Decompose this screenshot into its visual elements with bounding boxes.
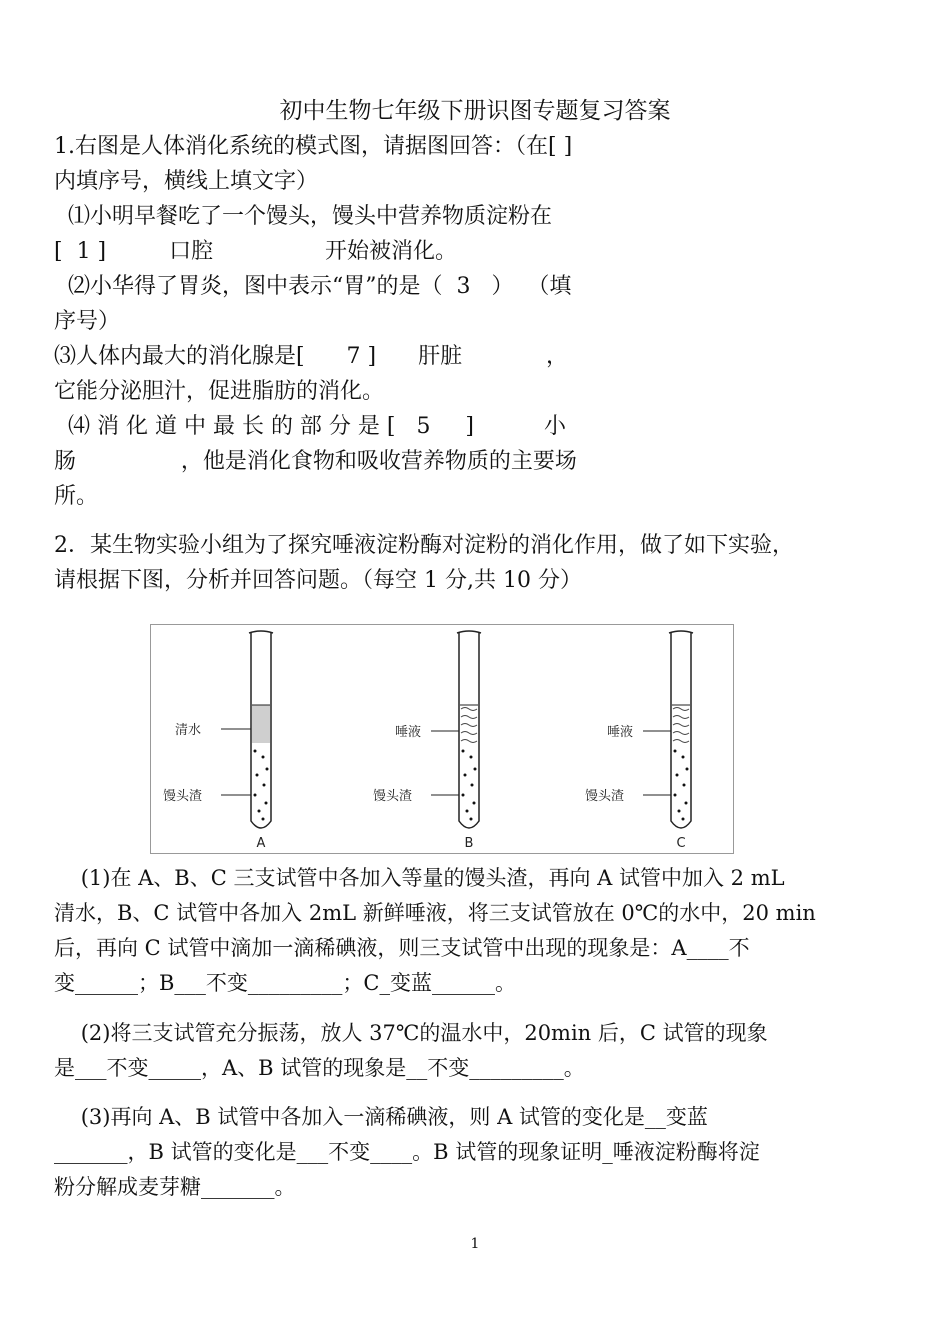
- q2-s3-line1: (3)再向 A、B 试管中各加入一滴稀碘液，则 A 试管的变化是__变蓝: [54, 1105, 708, 1129]
- tube-letter-b: B: [464, 836, 474, 851]
- q1-p3-line1: ⑶人体内最大的消化腺是[ 7 ] 肝脏 ，: [54, 344, 568, 369]
- tube-letter-c: C: [676, 836, 686, 851]
- document-title: 初中生物七年级下册识图专题复习答案: [279, 98, 671, 124]
- q1-p2-line1: ⑵小华得了胃炎，图中表示“胃”的是（ 3 ） （填: [54, 274, 572, 299]
- q2-s2-line2: 是___不变_____，A、B 试管的现象是__不变_________。: [54, 1056, 585, 1080]
- label-b-bottom: 馒头渣: [373, 789, 413, 804]
- test-tube-c: [585, 631, 693, 851]
- q2-s1-line4: 变______；B___不变_________；C_变蓝______。: [54, 971, 516, 995]
- label-c-top: 唾液: [607, 725, 634, 740]
- q1-line2: 内填序号，横线上填文字）: [54, 169, 319, 194]
- q1-p1-line2: [ 1 ] 口腔 开始被消化。: [54, 239, 457, 264]
- q1-p4-line1: ⑷ 消 化 道 中 最 长 的 部 分 是 [ 5 ] 小: [54, 414, 566, 439]
- label-a-top: 清水: [175, 723, 202, 738]
- label-b-top: 唾液: [395, 725, 422, 740]
- q2-s3-line2: _______，B 试管的变化是___不变____。B 试管的现象证明_唾液淀粉酶将淀: [54, 1140, 760, 1164]
- q2-line1: 2．某生物实验小组为了探究唾液淀粉酶对淀粉的消化作用，做了如下实验，: [54, 533, 794, 558]
- test-tube-diagram: [151, 625, 733, 853]
- q1-line1: 1.右图是人体消化系统的模式图，请据图回答：（在[ ]: [54, 134, 573, 159]
- test-tube-figure: [150, 624, 734, 854]
- q1-p2-line2: 序号）: [54, 309, 121, 334]
- test-tube-a: [163, 631, 273, 851]
- q1-p4-line2: 肠 ，他是消化食物和吸收营养物质的主要场: [54, 449, 577, 474]
- tube-letter-a: A: [256, 836, 266, 851]
- page-number: 1: [470, 1236, 480, 1252]
- q2-s2-line1: (2)将三支试管充分振荡，放人 37℃的温水中，20min 后，C 试管的现象: [54, 1021, 768, 1045]
- test-tube-b: [373, 631, 481, 851]
- q2-s1-line2: 清水，B、C 试管中各加入 2mL 新鲜唾液，将三支试管放在 0℃的水中，20 min: [54, 901, 816, 925]
- q2-line2: 请根据下图，分析并回答问题。（每空 1 分,共 10 分）: [54, 568, 582, 593]
- q1-p1-line1: ⑴小明早餐吃了一个馒头，馒头中营养物质淀粉在: [54, 204, 552, 229]
- label-c-bottom: 馒头渣: [585, 789, 625, 804]
- q2-s1-line1: (1)在 A、B、C 三支试管中各加入等量的馒头渣，再向 A 试管中加入 2 mL: [54, 866, 785, 890]
- q2-s3-line3: 粉分解成麦芽糖_______。: [54, 1175, 296, 1199]
- label-a-bottom: 馒头渣: [163, 789, 203, 804]
- q1-p3-line2: 它能分泌胆汁，促进脂肪的消化。: [54, 379, 385, 404]
- q1-p4-line3: 所。: [54, 484, 99, 509]
- q2-s1-line3: 后，再向 C 试管中滴加一滴稀碘液，则三支试管中出现的现象是：A____不: [54, 936, 750, 960]
